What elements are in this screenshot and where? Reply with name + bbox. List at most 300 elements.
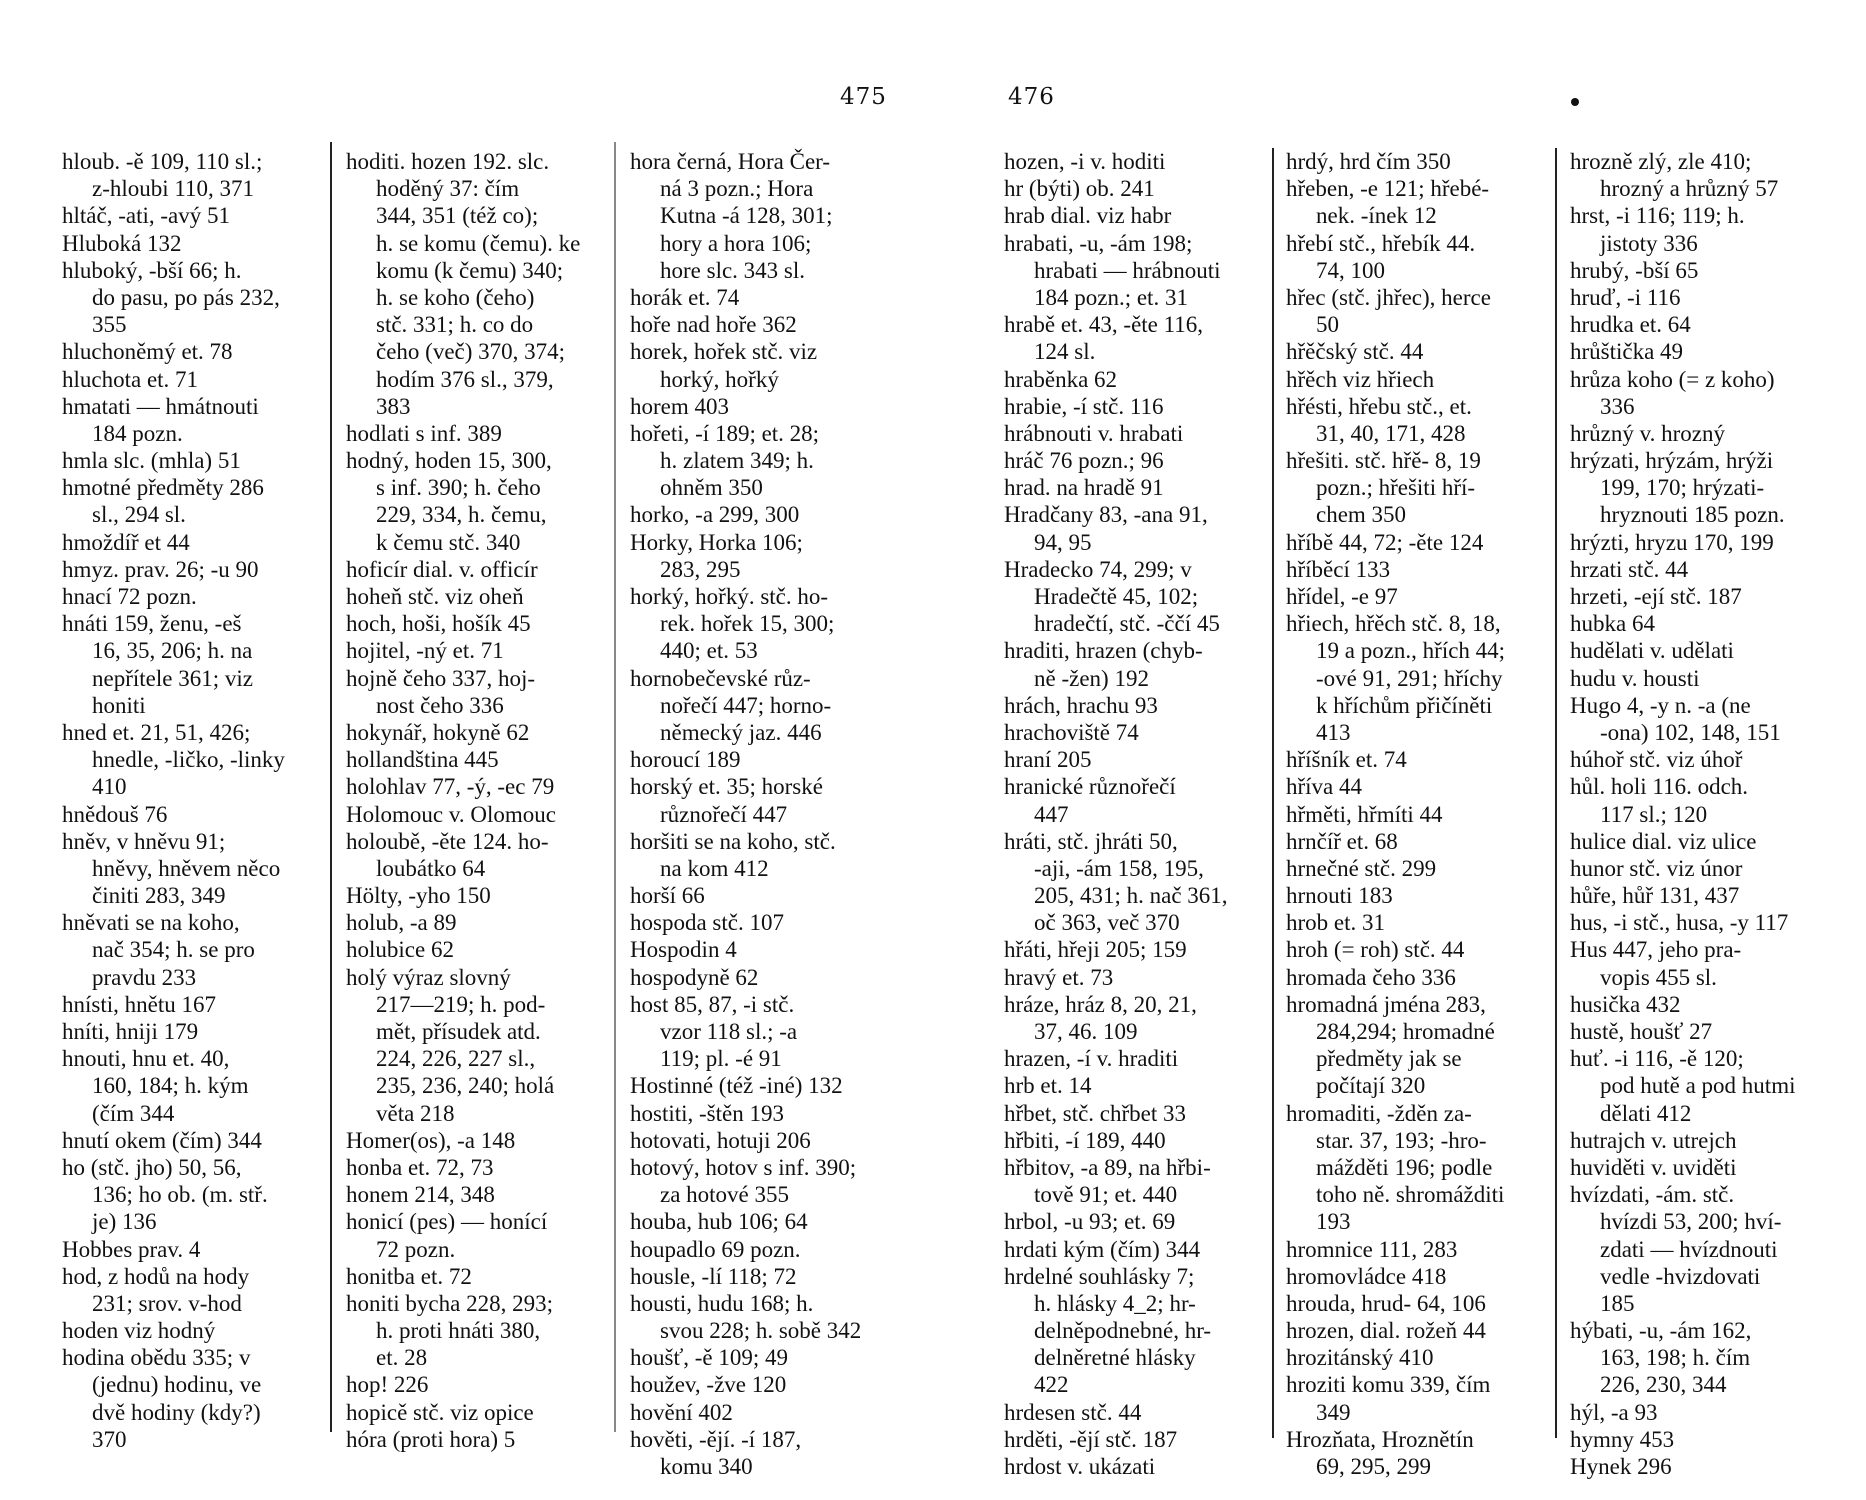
index-entry: hus, -i stč., husa, -y 117 bbox=[1570, 910, 1789, 936]
index-entry: houžev, -žve 120 bbox=[630, 1372, 787, 1398]
index-continuation-line: zdati — hvízdnouti bbox=[1600, 1236, 1778, 1262]
index-entry: hymny 453 bbox=[1570, 1426, 1675, 1452]
index-entry: hoch, hoši, hošík 45 bbox=[346, 611, 531, 637]
index-entry: hrdost v. ukázati bbox=[1004, 1454, 1156, 1479]
index-continuation-line: 355 bbox=[92, 312, 127, 338]
index-entry: hodina obědu 335; v bbox=[62, 1345, 251, 1371]
index-entry: hrachoviště 74 bbox=[1004, 719, 1139, 745]
index-continuation-line: 69, 295, 299 bbox=[1316, 1454, 1431, 1479]
index-entry: hop! 226 bbox=[346, 1372, 429, 1398]
index-entry: Holomouc v. Olomouc bbox=[346, 801, 556, 827]
index-entry: houpadlo 69 pozn. bbox=[630, 1236, 801, 1262]
index-entry: hřiech, hřěch stč. 8, 18, bbox=[1286, 611, 1501, 637]
index-entry: hr (býti) ob. 241 bbox=[1004, 176, 1155, 202]
index-continuation-line: toho ně. shromážditi bbox=[1316, 1182, 1505, 1208]
index-continuation-line: 74, 100 bbox=[1316, 257, 1385, 283]
index-continuation-line: hryznouti 185 pozn. bbox=[1600, 502, 1785, 528]
index-continuation-line: k čemu stč. 340 bbox=[376, 529, 521, 555]
index-entry: hřbet, stč. chřbet 33 bbox=[1004, 1100, 1187, 1126]
index-continuation-line: předměty jak se bbox=[1316, 1046, 1462, 1072]
index-entry: hulice dial. viz ulice bbox=[1570, 828, 1757, 854]
index-continuation-line: komu (k čemu) 340; bbox=[376, 257, 564, 283]
index-continuation-line: honiti bbox=[92, 692, 146, 718]
index-entry: hříšník et. 74 bbox=[1286, 747, 1407, 773]
index-continuation-line: 37, 46. 109 bbox=[1034, 1019, 1138, 1044]
index-continuation-line: star. 37, 193; -hro- bbox=[1316, 1127, 1487, 1153]
index-entry: hmoždíř et 44 bbox=[62, 529, 190, 555]
index-entry: hrýzti, hryzu 170, 199 bbox=[1570, 529, 1774, 555]
index-entry: horoucí 189 bbox=[630, 747, 741, 773]
index-entry: hnáti 159, ženu, -eš bbox=[62, 611, 242, 637]
index-continuation-line: 199, 170; hrýzati- bbox=[1600, 475, 1765, 501]
index-entry: hrách, hrachu 93 bbox=[1004, 692, 1158, 718]
index-entry: hóra (proti hora) 5 bbox=[346, 1426, 516, 1452]
index-continuation-line: nek. -ínek 12 bbox=[1316, 203, 1437, 229]
index-continuation-line: z-hloubi 110, 371 bbox=[92, 176, 255, 202]
index-entry: hltáč, -ati, -avý 51 bbox=[62, 203, 230, 229]
index-entry: hraběnka 62 bbox=[1004, 366, 1118, 392]
index-entry: Hradecko 74, 299; v bbox=[1004, 556, 1192, 582]
index-entry: hnouti, hnu et. 40, bbox=[62, 1046, 230, 1072]
index-entry: hnací 72 pozn. bbox=[62, 584, 197, 609]
index-entry: hrzeti, -ejí stč. 187 bbox=[1570, 584, 1742, 609]
index-entry: hrděti, -ějí stč. 187 bbox=[1004, 1426, 1178, 1452]
index-entry: Hradčany 83, -ana 91, bbox=[1004, 502, 1208, 528]
index-entry: hníti, hniji 179 bbox=[62, 1019, 199, 1044]
index-continuation-line: 235, 236, 240; holá bbox=[376, 1073, 555, 1099]
index-continuation-line: 160, 184; h. kým bbox=[92, 1073, 249, 1099]
index-entry: Horky, Horka 106; bbox=[630, 529, 803, 555]
index-continuation-line: (jednu) hodinu, ve bbox=[92, 1372, 262, 1398]
index-entry: hodný, hoden 15, 300, bbox=[346, 448, 552, 474]
index-continuation-line: čeho (več) 370, 374; bbox=[376, 339, 566, 365]
index-entry: hojitel, -ný et. 71 bbox=[346, 638, 504, 664]
column-divider bbox=[1555, 148, 1557, 1438]
index-entry: hluchoněmý et. 78 bbox=[62, 339, 233, 365]
index-continuation-line: loubátko 64 bbox=[376, 855, 486, 881]
index-continuation-line: hoděný 37: čím bbox=[376, 176, 520, 202]
index-entry: hověti, -ějí. -í 187, bbox=[630, 1426, 802, 1452]
index-entry: hojně čeho 337, hoj- bbox=[346, 665, 536, 691]
index-entry: hrab dial. viz habr bbox=[1004, 203, 1172, 229]
index-entry: hrubý, -bší 65 bbox=[1570, 257, 1699, 283]
index-entry: horší 66 bbox=[630, 883, 705, 909]
index-entry: hráti, stč. jhráti 50, bbox=[1004, 828, 1178, 854]
index-entry: holubice 62 bbox=[346, 937, 454, 963]
index-entry: hrůštička 49 bbox=[1570, 339, 1684, 365]
index-continuation-line: Kutna -á 128, 301; bbox=[660, 203, 833, 229]
index-continuation-line: 283, 295 bbox=[660, 556, 741, 582]
index-continuation-line: mět, přísudek atd. bbox=[376, 1019, 541, 1044]
index-entry: hollandština 445 bbox=[346, 747, 499, 773]
index-entry: hmyz. prav. 26; -u 90 bbox=[62, 556, 259, 582]
index-entry: hrýzati, hrýzám, hrýži bbox=[1570, 448, 1774, 474]
index-column-1 bbox=[62, 148, 285, 1453]
index-entry: Hospodin 4 bbox=[630, 937, 737, 963]
index-continuation-line: německý jaz. 446 bbox=[660, 719, 822, 745]
index-continuation-line: 349 bbox=[1316, 1399, 1351, 1425]
index-continuation-line: 284,294; hromadné bbox=[1316, 1019, 1495, 1044]
page-number-left: 475 bbox=[840, 84, 887, 110]
index-continuation-line: 163, 198; h. čím bbox=[1600, 1345, 1751, 1371]
index-entry: honiti bycha 228, 293; bbox=[346, 1290, 553, 1316]
index-entry: hůl. holi 116. odch. bbox=[1570, 774, 1749, 800]
index-entry: Hynek 296 bbox=[1570, 1454, 1672, 1479]
index-continuation-line: hněvy, hněvem něco bbox=[92, 855, 281, 881]
index-entry: honitba et. 72 bbox=[346, 1263, 472, 1289]
index-entry: honem 214, 348 bbox=[346, 1182, 495, 1208]
index-entry: hranické různořečí bbox=[1004, 774, 1176, 800]
index-continuation-line: hrabati — hrábnouti bbox=[1034, 257, 1221, 283]
index-continuation-line: komu 340 bbox=[660, 1454, 753, 1479]
index-entry: hůře, hůř 131, 437 bbox=[1570, 883, 1740, 909]
index-continuation-line: vopis 455 sl. bbox=[1600, 964, 1717, 990]
index-continuation-line: na kom 412 bbox=[660, 855, 769, 881]
index-continuation-line: vedle -hvizdovati bbox=[1600, 1263, 1761, 1289]
index-continuation-line: 50 bbox=[1316, 312, 1339, 338]
index-entry: hřbiti, -í 189, 440 bbox=[1004, 1127, 1166, 1153]
index-entry: honicí (pes) — honící bbox=[346, 1209, 548, 1235]
index-continuation-line: do pasu, po pás 232, bbox=[92, 284, 280, 310]
index-entry: hudu v. housti bbox=[1570, 665, 1700, 691]
index-continuation-line: věta 218 bbox=[376, 1100, 455, 1126]
index-entry: hoden viz hodný bbox=[62, 1318, 216, 1344]
index-continuation-line: jistoty 336 bbox=[1600, 230, 1698, 256]
index-entry: Homer(os), -a 148 bbox=[346, 1127, 516, 1153]
index-entry: hmla slc. (mhla) 51 bbox=[62, 448, 241, 474]
index-entry: hřměti, hřmíti 44 bbox=[1286, 801, 1443, 827]
index-continuation-line: s inf. 390; h. čeho bbox=[376, 475, 541, 501]
index-continuation-line: ohněm 350 bbox=[660, 475, 763, 501]
index-entry: horák et. 74 bbox=[630, 284, 740, 310]
index-entry: holub, -a 89 bbox=[346, 910, 457, 936]
index-entry: hřídel, -e 97 bbox=[1286, 584, 1398, 609]
index-entry: hrdelné souhlásky 7; bbox=[1004, 1263, 1195, 1289]
index-continuation-line: 185 bbox=[1600, 1290, 1635, 1316]
index-entry: hřésti, hřebu stč., et. bbox=[1286, 393, 1472, 419]
index-entry: horský et. 35; horské bbox=[630, 774, 823, 800]
index-entry: hraditi, hrazen (chyb- bbox=[1004, 638, 1203, 664]
index-entry: housti, hudu 168; h. bbox=[630, 1290, 814, 1316]
index-continuation-line: 31, 40, 171, 428 bbox=[1316, 420, 1466, 446]
index-entry: hrudka et. 64 bbox=[1570, 312, 1691, 338]
index-continuation-line: nost čeho 336 bbox=[376, 692, 504, 718]
index-entry: hravý et. 73 bbox=[1004, 964, 1114, 990]
index-continuation-line: oč 363, več 370 bbox=[1034, 910, 1180, 936]
index-continuation-line: hvízdi 53, 200; hví- bbox=[1600, 1209, 1782, 1235]
index-entry: horem 403 bbox=[630, 393, 730, 419]
index-entry: hrob et. 31 bbox=[1286, 910, 1386, 936]
index-continuation-line: 440; et. 53 bbox=[660, 638, 758, 664]
index-entry: hoditi. hozen 192. slc. bbox=[346, 149, 550, 174]
index-entry: hrůzný v. hrozný bbox=[1570, 420, 1725, 446]
index-entry: hřec (stč. jhřec), herce bbox=[1286, 284, 1491, 310]
index-entry: hovění 402 bbox=[630, 1399, 733, 1425]
index-entry: horek, hořek stč. viz bbox=[630, 339, 818, 365]
index-entry: hromovládce 418 bbox=[1286, 1263, 1447, 1289]
index-continuation-line: 413 bbox=[1316, 719, 1351, 745]
index-continuation-line: hnedle, -ličko, -linky bbox=[92, 747, 285, 773]
index-continuation-line: hory a hora 106; bbox=[660, 230, 812, 256]
index-continuation-line: 184 pozn.; et. 31 bbox=[1034, 284, 1188, 310]
index-entry: holý výraz slovný bbox=[346, 964, 511, 990]
index-continuation-line: je) 136 bbox=[92, 1209, 157, 1235]
index-continuation-line: ná 3 pozn.; Hora bbox=[660, 176, 814, 202]
index-entry: hrnouti 183 bbox=[1286, 883, 1393, 909]
index-entry: hrouda, hrud- 64, 106 bbox=[1286, 1290, 1486, 1316]
index-entry: hrnečné stč. 299 bbox=[1286, 855, 1437, 881]
index-entry: hrabie, -í stč. 116 bbox=[1004, 393, 1164, 419]
index-entry: hrnčíř et. 68 bbox=[1286, 828, 1398, 854]
index-entry: hornobečevské růz- bbox=[630, 665, 811, 691]
index-continuation-line: hodím 376 sl., 379, bbox=[376, 366, 554, 392]
index-continuation-line: tově 91; et. 440 bbox=[1034, 1182, 1178, 1208]
index-continuation-line: et. 28 bbox=[376, 1345, 428, 1371]
index-entry: horko, -a 299, 300 bbox=[630, 502, 800, 528]
index-continuation-line: delněretné hlásky bbox=[1034, 1345, 1196, 1371]
index-entry: hraní 205 bbox=[1004, 747, 1092, 773]
index-entry: hruď, -i 116 bbox=[1570, 284, 1681, 310]
index-column-5 bbox=[1286, 148, 1505, 1480]
index-continuation-line: pravdu 233 bbox=[92, 964, 197, 990]
index-continuation-line: 117 sl.; 120 bbox=[1600, 801, 1708, 827]
index-continuation-line: 136; ho ob. (m. stř. bbox=[92, 1182, 268, 1208]
index-entry: hromnice 111, 283 bbox=[1286, 1236, 1458, 1262]
index-continuation-line: Hradečtě 45, 102; bbox=[1034, 584, 1199, 609]
index-entry: hoře nad hoře 362 bbox=[630, 312, 797, 338]
index-entry: hřešiti. stč. hřě- 8, 19 bbox=[1286, 448, 1481, 474]
index-entry: hotový, hotov s inf. 390; bbox=[630, 1154, 857, 1180]
index-entry: hospoda stč. 107 bbox=[630, 910, 784, 936]
index-entry: hrad. na hradě 91 bbox=[1004, 475, 1164, 501]
index-entry: housle, -lí 118; 72 bbox=[630, 1263, 797, 1289]
index-entry: hutrajch v. utrejch bbox=[1570, 1127, 1737, 1153]
index-continuation-line: 229, 334, h. čemu, bbox=[376, 502, 547, 528]
index-continuation-line: -ona) 102, 148, 151 bbox=[1600, 719, 1781, 745]
index-entry: hrst, -i 116; 119; h. bbox=[1570, 203, 1745, 229]
index-column-4 bbox=[1004, 148, 1228, 1480]
index-continuation-line: (čím 344 bbox=[92, 1100, 175, 1126]
index-continuation-line: hore slc. 343 sl. bbox=[660, 257, 806, 283]
index-continuation-line: -ové 91, 291; hříchy bbox=[1316, 665, 1503, 691]
index-entry: husička 432 bbox=[1570, 991, 1681, 1017]
index-continuation-line: -aji, -ám 158, 195, bbox=[1034, 855, 1204, 881]
index-continuation-line: 16, 35, 206; h. na bbox=[92, 638, 253, 664]
index-entry: hnědouš 76 bbox=[62, 801, 168, 827]
index-continuation-line: 193 bbox=[1316, 1209, 1351, 1235]
index-entry: horký, hořký. stč. ho- bbox=[630, 584, 829, 609]
index-entry: hubka 64 bbox=[1570, 611, 1655, 637]
index-entry: hrzati stč. 44 bbox=[1570, 556, 1689, 582]
index-entry: hokynář, hokyně 62 bbox=[346, 719, 530, 745]
index-entry: hrozitánský 410 bbox=[1286, 1345, 1434, 1371]
index-continuation-line: 447 bbox=[1034, 801, 1069, 827]
index-continuation-line: dělati 412 bbox=[1600, 1100, 1692, 1126]
index-entry: hromadná jména 283, bbox=[1286, 991, 1486, 1017]
column-divider bbox=[330, 142, 332, 1432]
index-continuation-line: h. se koho (čeho) bbox=[376, 284, 535, 310]
index-entry: hromaditi, -žděn za- bbox=[1286, 1100, 1472, 1126]
index-entry: hříbě 44, 72; -ěte 124 bbox=[1286, 529, 1484, 555]
index-entry: hrabě et. 43, -ěte 116, bbox=[1004, 312, 1204, 338]
index-continuation-line: delněpodnebné, hr- bbox=[1034, 1318, 1212, 1344]
page-number-right: 476 bbox=[1008, 84, 1055, 110]
index-entry: houšť, -ě 109; 49 bbox=[630, 1345, 789, 1371]
index-entry: hunor stč. viz únor bbox=[1570, 855, 1743, 881]
index-entry: Hrozňata, Hroznětín bbox=[1286, 1426, 1474, 1452]
index-continuation-line: h. hlásky 4_2; hr- bbox=[1034, 1290, 1196, 1316]
index-continuation-line: hrozný a hrůzný 57 bbox=[1600, 176, 1779, 202]
index-entry: holohlav 77, -ý, -ec 79 bbox=[346, 774, 555, 800]
index-continuation-line: různořečí 447 bbox=[660, 801, 788, 827]
index-entry: Hluboká 132 bbox=[62, 230, 182, 256]
index-entry: Hölty, -yho 150 bbox=[346, 883, 491, 909]
index-entry: hrůza koho (= z koho) bbox=[1570, 366, 1775, 392]
index-entry: ho (stč. jho) 50, 56, bbox=[62, 1154, 242, 1180]
index-continuation-line: hradečtí, stč. -ččí 45 bbox=[1034, 611, 1220, 637]
index-entry: hříběcí 133 bbox=[1286, 556, 1391, 582]
index-entry: Hostinné (též -iné) 132 bbox=[630, 1073, 843, 1099]
index-continuation-line: horký, hořký bbox=[660, 366, 779, 392]
index-entry: hnísti, hnětu 167 bbox=[62, 991, 216, 1017]
index-column-6 bbox=[1570, 148, 1795, 1480]
index-entry: hluboký, -bší 66; h. bbox=[62, 257, 242, 283]
index-entry: hrdati kým (čím) 344 bbox=[1004, 1236, 1201, 1262]
index-entry: hněvati se na koho, bbox=[62, 910, 240, 936]
index-entry: hrb et. 14 bbox=[1004, 1073, 1092, 1099]
index-entry: hoheň stč. viz oheň bbox=[346, 584, 524, 609]
index-entry: hráč 76 pozn.; 96 bbox=[1004, 448, 1164, 474]
index-entry: hříva 44 bbox=[1286, 774, 1363, 800]
index-entry: hodlati s inf. 389 bbox=[346, 420, 502, 446]
index-entry: hoficír dial. v. officír bbox=[346, 556, 538, 582]
index-entry: Hus 447, jeho pra- bbox=[1570, 937, 1742, 963]
index-entry: hvízdati, -ám. stč. bbox=[1570, 1182, 1735, 1208]
index-continuation-line: 124 sl. bbox=[1034, 339, 1096, 365]
index-continuation-line: mážděti 196; podle bbox=[1316, 1154, 1493, 1180]
index-entry: hřbitov, -a 89, na hřbi- bbox=[1004, 1154, 1211, 1180]
index-entry: hopicě stč. viz opice bbox=[346, 1399, 534, 1425]
index-continuation-line: 370 bbox=[92, 1426, 127, 1452]
index-continuation-line: 226, 230, 344 bbox=[1600, 1372, 1727, 1398]
index-entry: hřěch viz hřiech bbox=[1286, 366, 1435, 392]
index-continuation-line: sl., 294 sl. bbox=[92, 502, 186, 528]
index-continuation-line: stč. 331; h. co do bbox=[376, 312, 534, 338]
index-continuation-line: 119; pl. -é 91 bbox=[660, 1046, 782, 1072]
index-entry: hořeti, -í 189; et. 28; bbox=[630, 420, 820, 446]
index-entry: hrozen, dial. rožeň 44 bbox=[1286, 1318, 1486, 1344]
index-continuation-line: dvě hodiny (kdy?) bbox=[92, 1399, 261, 1425]
index-entry: hmotné předměty 286 bbox=[62, 475, 264, 501]
index-continuation-line: 336 bbox=[1600, 393, 1635, 419]
index-continuation-line: k hříchům přičíněti bbox=[1316, 692, 1493, 718]
column-divider bbox=[1272, 148, 1274, 1438]
index-continuation-line: pod hutě a pod hutmi bbox=[1600, 1073, 1796, 1099]
index-continuation-line: h. zlatem 349; h. bbox=[660, 448, 814, 474]
index-entry: hnutí okem (čím) 344 bbox=[62, 1127, 262, 1153]
index-entry: host 85, 87, -i stč. bbox=[630, 991, 795, 1017]
index-entry: Hugo 4, -y n. -a (ne bbox=[1570, 692, 1751, 718]
index-entry: honba et. 72, 73 bbox=[346, 1154, 494, 1180]
index-entry: hustě, houšť 27 bbox=[1570, 1019, 1713, 1044]
index-entry: hrazen, -í v. hraditi bbox=[1004, 1046, 1179, 1072]
index-entry: hřěčský stč. 44 bbox=[1286, 339, 1424, 365]
index-column-2 bbox=[346, 148, 580, 1453]
index-entry: hotovati, hotuji 206 bbox=[630, 1127, 811, 1153]
index-continuation-line: nořečí 447; horno- bbox=[660, 692, 832, 718]
index-continuation-line: 422 bbox=[1034, 1372, 1069, 1398]
index-entry: hýbati, -u, -ám 162, bbox=[1570, 1318, 1752, 1344]
index-entry: hýl, -a 93 bbox=[1570, 1399, 1658, 1425]
index-entry: hrbol, -u 93; et. 69 bbox=[1004, 1209, 1176, 1235]
index-entry: hřáti, hřeji 205; 159 bbox=[1004, 937, 1187, 963]
index-continuation-line: 410 bbox=[92, 774, 127, 800]
index-entry: hromada čeho 336 bbox=[1286, 964, 1456, 990]
index-entry: hudělati v. udělati bbox=[1570, 638, 1734, 664]
index-entry: hmatati — hmátnouti bbox=[62, 393, 259, 419]
index-entry: hospodyně 62 bbox=[630, 964, 759, 990]
column-divider bbox=[614, 142, 616, 1432]
index-entry: hora černá, Hora Čer- bbox=[630, 149, 831, 174]
index-entry: horšiti se na koho, stč. bbox=[630, 828, 836, 854]
index-entry: huviděti v. uviděti bbox=[1570, 1154, 1737, 1180]
index-continuation-line: pozn.; hřešiti hří- bbox=[1316, 475, 1476, 501]
index-entry: hněv, v hněvu 91; bbox=[62, 828, 226, 854]
index-continuation-line: chem 350 bbox=[1316, 502, 1407, 528]
index-entry: hrdesen stč. 44 bbox=[1004, 1399, 1142, 1425]
index-continuation-line: 72 pozn. bbox=[376, 1236, 456, 1262]
index-entry: hostiti, -štěn 193 bbox=[630, 1100, 784, 1126]
index-entry: húhoř stč. viz úhoř bbox=[1570, 747, 1743, 773]
index-entry: hráze, hráz 8, 20, 21, bbox=[1004, 991, 1197, 1017]
index-entry: hroziti komu 339, čím bbox=[1286, 1372, 1491, 1398]
index-entry: hrabati, -u, -ám 198; bbox=[1004, 230, 1193, 256]
index-entry: hluchota et. 71 bbox=[62, 366, 199, 392]
index-continuation-line: činiti 283, 349 bbox=[92, 883, 226, 909]
index-entry: hloub. -ě 109, 110 sl.; bbox=[62, 149, 263, 174]
index-entry: hřebí stč., hřebík 44. bbox=[1286, 230, 1476, 256]
index-entry: hřeben, -e 121; hřebé- bbox=[1286, 176, 1490, 202]
index-entry: hozen, -i v. hoditi bbox=[1004, 149, 1166, 174]
page-mark bbox=[1571, 98, 1579, 106]
index-column-3 bbox=[630, 148, 861, 1480]
index-entry: hrdý, hrd čím 350 bbox=[1286, 149, 1451, 174]
index-continuation-line: h. proti hnáti 380, bbox=[376, 1318, 541, 1344]
index-entry: hod, z hodů na hody bbox=[62, 1263, 250, 1289]
index-entry: hroh (= roh) stč. 44 bbox=[1286, 937, 1465, 963]
index-continuation-line: 205, 431; h. nač 361, bbox=[1034, 883, 1228, 909]
index-continuation-line: 231; srov. v-hod bbox=[92, 1290, 242, 1316]
index-continuation-line: počítají 320 bbox=[1316, 1073, 1426, 1099]
index-continuation-line: svou 228; h. sobě 342 bbox=[660, 1318, 862, 1344]
index-entry: hned et. 21, 51, 426; bbox=[62, 719, 251, 745]
index-entry: houba, hub 106; 64 bbox=[630, 1209, 808, 1235]
index-entry: hrábnouti v. hrabati bbox=[1004, 420, 1184, 446]
index-continuation-line: 344, 351 (též co); bbox=[376, 203, 539, 229]
index-continuation-line: 19 a pozn., hřích 44; bbox=[1316, 638, 1506, 664]
index-continuation-line: nač 354; h. se pro bbox=[92, 937, 255, 963]
index-entry: holoubě, -ěte 124. ho- bbox=[346, 828, 549, 854]
index-continuation-line: 94, 95 bbox=[1034, 529, 1092, 555]
index-entry: huť. -i 116, -ě 120; bbox=[1570, 1046, 1744, 1072]
index-continuation-line: vzor 118 sl.; -a bbox=[660, 1019, 798, 1044]
index-continuation-line: za hotové 355 bbox=[660, 1182, 790, 1208]
index-continuation-line: nepřítele 361; viz bbox=[92, 665, 253, 691]
index-continuation-line: 383 bbox=[376, 393, 411, 419]
index-continuation-line: 224, 226, 227 sl., bbox=[376, 1046, 536, 1072]
index-entry: Hobbes prav. 4 bbox=[62, 1236, 201, 1262]
index-continuation-line: 184 pozn. bbox=[92, 420, 183, 446]
